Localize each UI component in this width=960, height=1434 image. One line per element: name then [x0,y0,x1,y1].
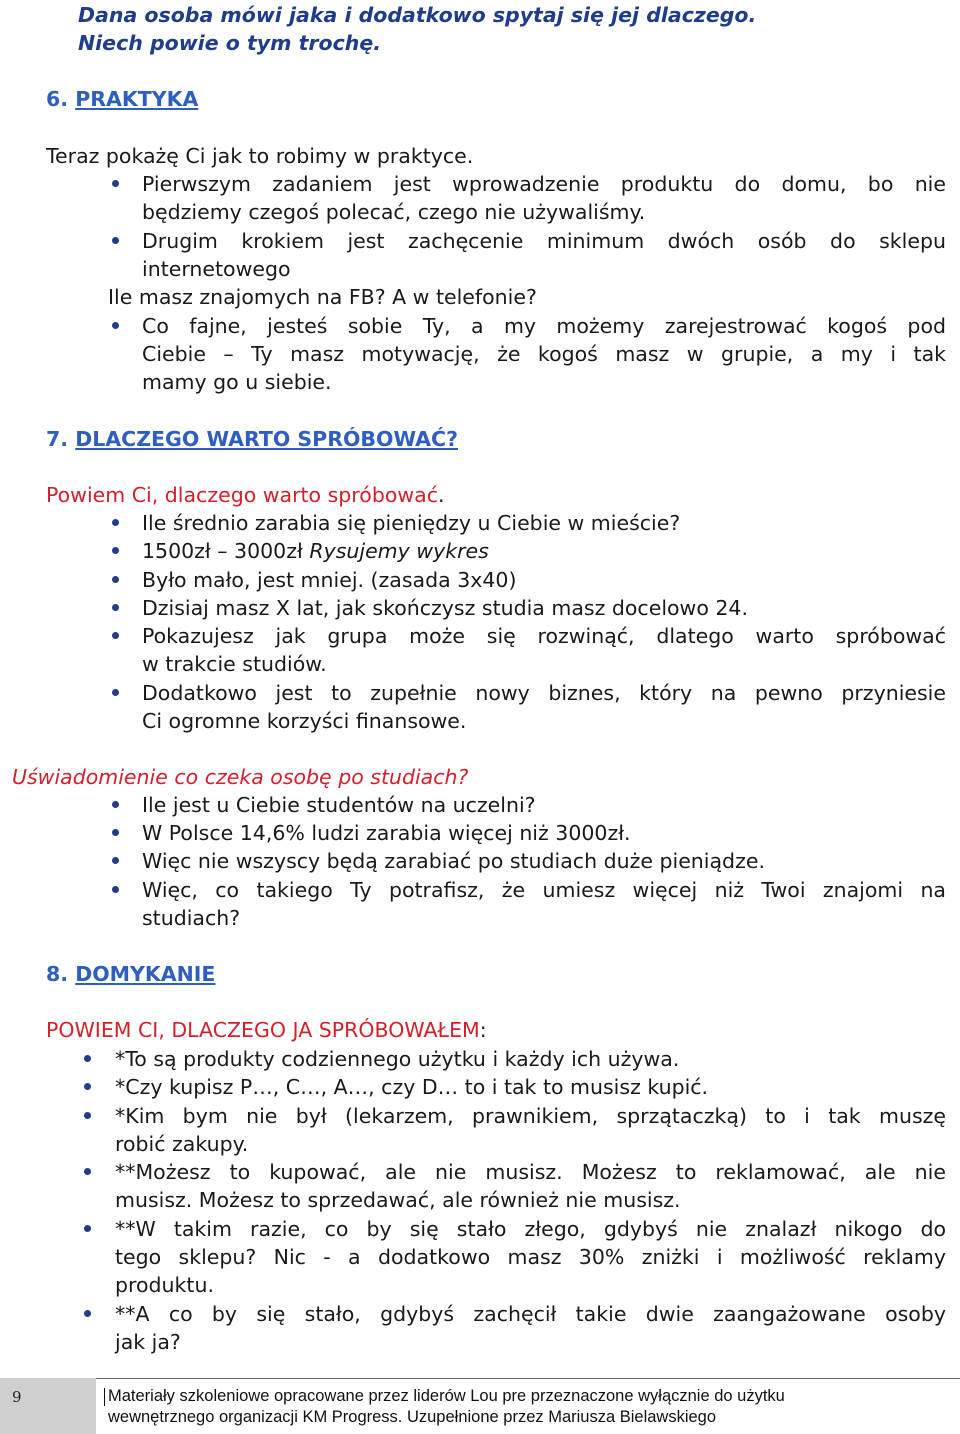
s8-bullet-1: *To są produkty codziennego użytku i każdy ich używa. [115,1047,680,1071]
section-6-title: PRAKTYKA [75,87,199,111]
section-8-subheading [46,1016,487,1044]
awareness-bullet-4-line-2: studiach? [142,906,241,930]
bullet-icon [112,322,119,329]
bullet-icon [112,576,119,583]
bullet-icon [112,180,119,187]
section-7-title: DLACZEGO WARTO SPRÓBOWAĆ? [75,427,458,451]
s7-bullet-5-line-1: Pokazujesz jak grupa może się rozwinąć, dlatego warto spróbować [142,624,946,648]
s7-bullet-3: Było mało, jest mniej. (zasada 3x40) [142,568,517,592]
section-6-number: 6. [46,87,69,111]
s8-bullet-4-line-2: musisz. Możesz to sprzedawać, ale również nie musisz. [115,1188,681,1212]
s6-bullet-1-line-2: będziemy czegoś polecać, czego nie używaliśmy. [142,200,646,224]
s8-bullet-2: *Czy kupisz P…, C…, A…, czy D… to i tak to musisz kupić. [115,1075,709,1099]
s8-bullet-3-line-2: robić zakupy. [115,1132,249,1156]
s7-bullet-6-line-2: Ci ogromne korzyści finansowe. [142,709,467,733]
s6-bullet-2-line-1: Drugim krokiem jest zachęcenie minimum dwóch osób do sklepu [142,229,946,253]
bullet-icon [84,1310,91,1317]
bullet-icon [112,857,119,864]
section-7-lead [46,481,445,509]
bullet-icon [112,886,119,893]
section-6-lead: Teraz pokażę Ci jak to robimy w praktyce. [46,144,474,168]
intro-line-1: Dana osoba mówi jaka i dodatkowo spytaj się jej dlaczego. [78,3,757,27]
section-7-lead-dot: . [437,483,445,507]
s7-bullet-4: Dzisiaj masz X lat, jak skończysz studia masz docelowo 24. [142,596,748,620]
bullet-icon [112,519,119,526]
s7-bullet-2-note: Rysujemy wykres [309,539,489,563]
s6-bullet-3-line-1: Co fajne, jesteś sobie Ty, a my możemy zarejestrować kogoś pod [142,314,946,338]
footer-line-2: wewnętrznego organizacji KM Progress. Uzupełnione przez Mariusza Bielawskiego [108,1408,717,1426]
bullet-icon [112,632,119,639]
bullet-icon [112,237,119,244]
section-8-subheading-text: POWIEM CI, DLACZEGO JA SPRÓBOWAŁEM [46,1018,480,1042]
section-8-number: 8. [46,962,69,986]
s7-bullet-2-range: 1500zł – 3000zł [142,539,310,563]
awareness-bullet-3: Więc nie wszyscy będą zarabiać po studiach duże pieniądze. [142,849,765,873]
section-8-subheading-colon: : [479,1018,487,1042]
footer-line-1: Materiały szkoleniowe opracowane przez liderów Lou pre przeznaczone wyłącznie do użytku [108,1387,785,1405]
bullet-icon [112,829,119,836]
bullet-icon [112,547,119,554]
s8-bullet-6-line-2: jak ja? [115,1330,181,1354]
bullet-icon [112,801,119,808]
s8-bullet-5-line-1: **W takim razie, co by się stało złego, gdybyś nie znalazł nikogo do [115,1217,946,1241]
bullet-icon [84,1168,91,1175]
s8-bullet-5-line-2: tego sklepu? Nic - a dodatkowo masz 30% zniżki i możliwość reklamy [115,1245,946,1269]
section-7-lead-text: Powiem Ci, dlaczego warto spróbować [46,483,438,507]
s6-bullet-3-line-3: mamy go u siebie. [142,370,332,394]
s8-bullet-6-line-1: **A co by się stało, gdybyś zachęcił takie dwie zaangażowane osoby [115,1302,946,1326]
s8-bullet-4-line-1: **Możesz to kupować, ale nie musisz. Możesz to reklamować, ale nie [115,1160,946,1184]
s6-bullet-2-line-2: internetowego [142,257,291,281]
footer-divider [96,1378,960,1379]
s6-bullet-3-line-2: Ciebie – Ty masz motywację, że kogoś masz w grupie, a my i tak [142,342,946,366]
awareness-bullet-4-line-1: Więc, co takiego Ty potrafisz, że umiesz więcej niż Twoi znajomi na [142,878,946,902]
s6-bullet-1-line-1: Pierwszym zadaniem jest wprowadzenie produktu do domu, bo nie [142,172,946,196]
bullet-icon [84,1225,91,1232]
bullet-icon [84,1055,91,1062]
page-number-box [0,1378,96,1434]
s8-bullet-5-line-3: produktu. [115,1273,214,1297]
s7-bullet-6-line-1: Dodatkowo jest to zupełnie nowy biznes, który na pewno przyniesie [142,681,946,705]
awareness-bullet-2: W Polsce 14,6% ludzi zarabia więcej niż 3000zł. [142,821,631,845]
s6-question: Ile masz znajomych na FB? A w telefonie? [108,285,537,309]
s7-bullet-1: Ile średnio zarabia się pieniędzy u Ciebie w mieście? [142,511,681,535]
page-number: 9 [12,1388,22,1406]
awareness-heading: Uświadomienie co czeka osobę po studiach? [12,765,469,789]
section-6-heading [46,85,198,113]
bullet-icon [112,604,119,611]
footer-text-marker [104,1388,105,1406]
bullet-icon [84,1112,91,1119]
s7-bullet-2 [142,537,489,565]
awareness-bullet-1: Ile jest u Ciebie studentów na uczelni? [142,793,536,817]
section-8-heading [46,960,215,988]
section-8-title: DOMYKANIE [75,962,216,986]
section-7-heading [46,425,458,453]
bullet-icon [84,1083,91,1090]
s8-bullet-3-line-1: *Kim bym nie był (lekarzem, prawnikiem, sprzątaczką) to i tak muszę [115,1104,946,1128]
bullet-icon [112,689,119,696]
s7-bullet-5-line-2: w trakcie studiów. [142,652,327,676]
section-7-number: 7. [46,427,69,451]
intro-line-2: Niech powie o tym trochę. [78,31,382,55]
